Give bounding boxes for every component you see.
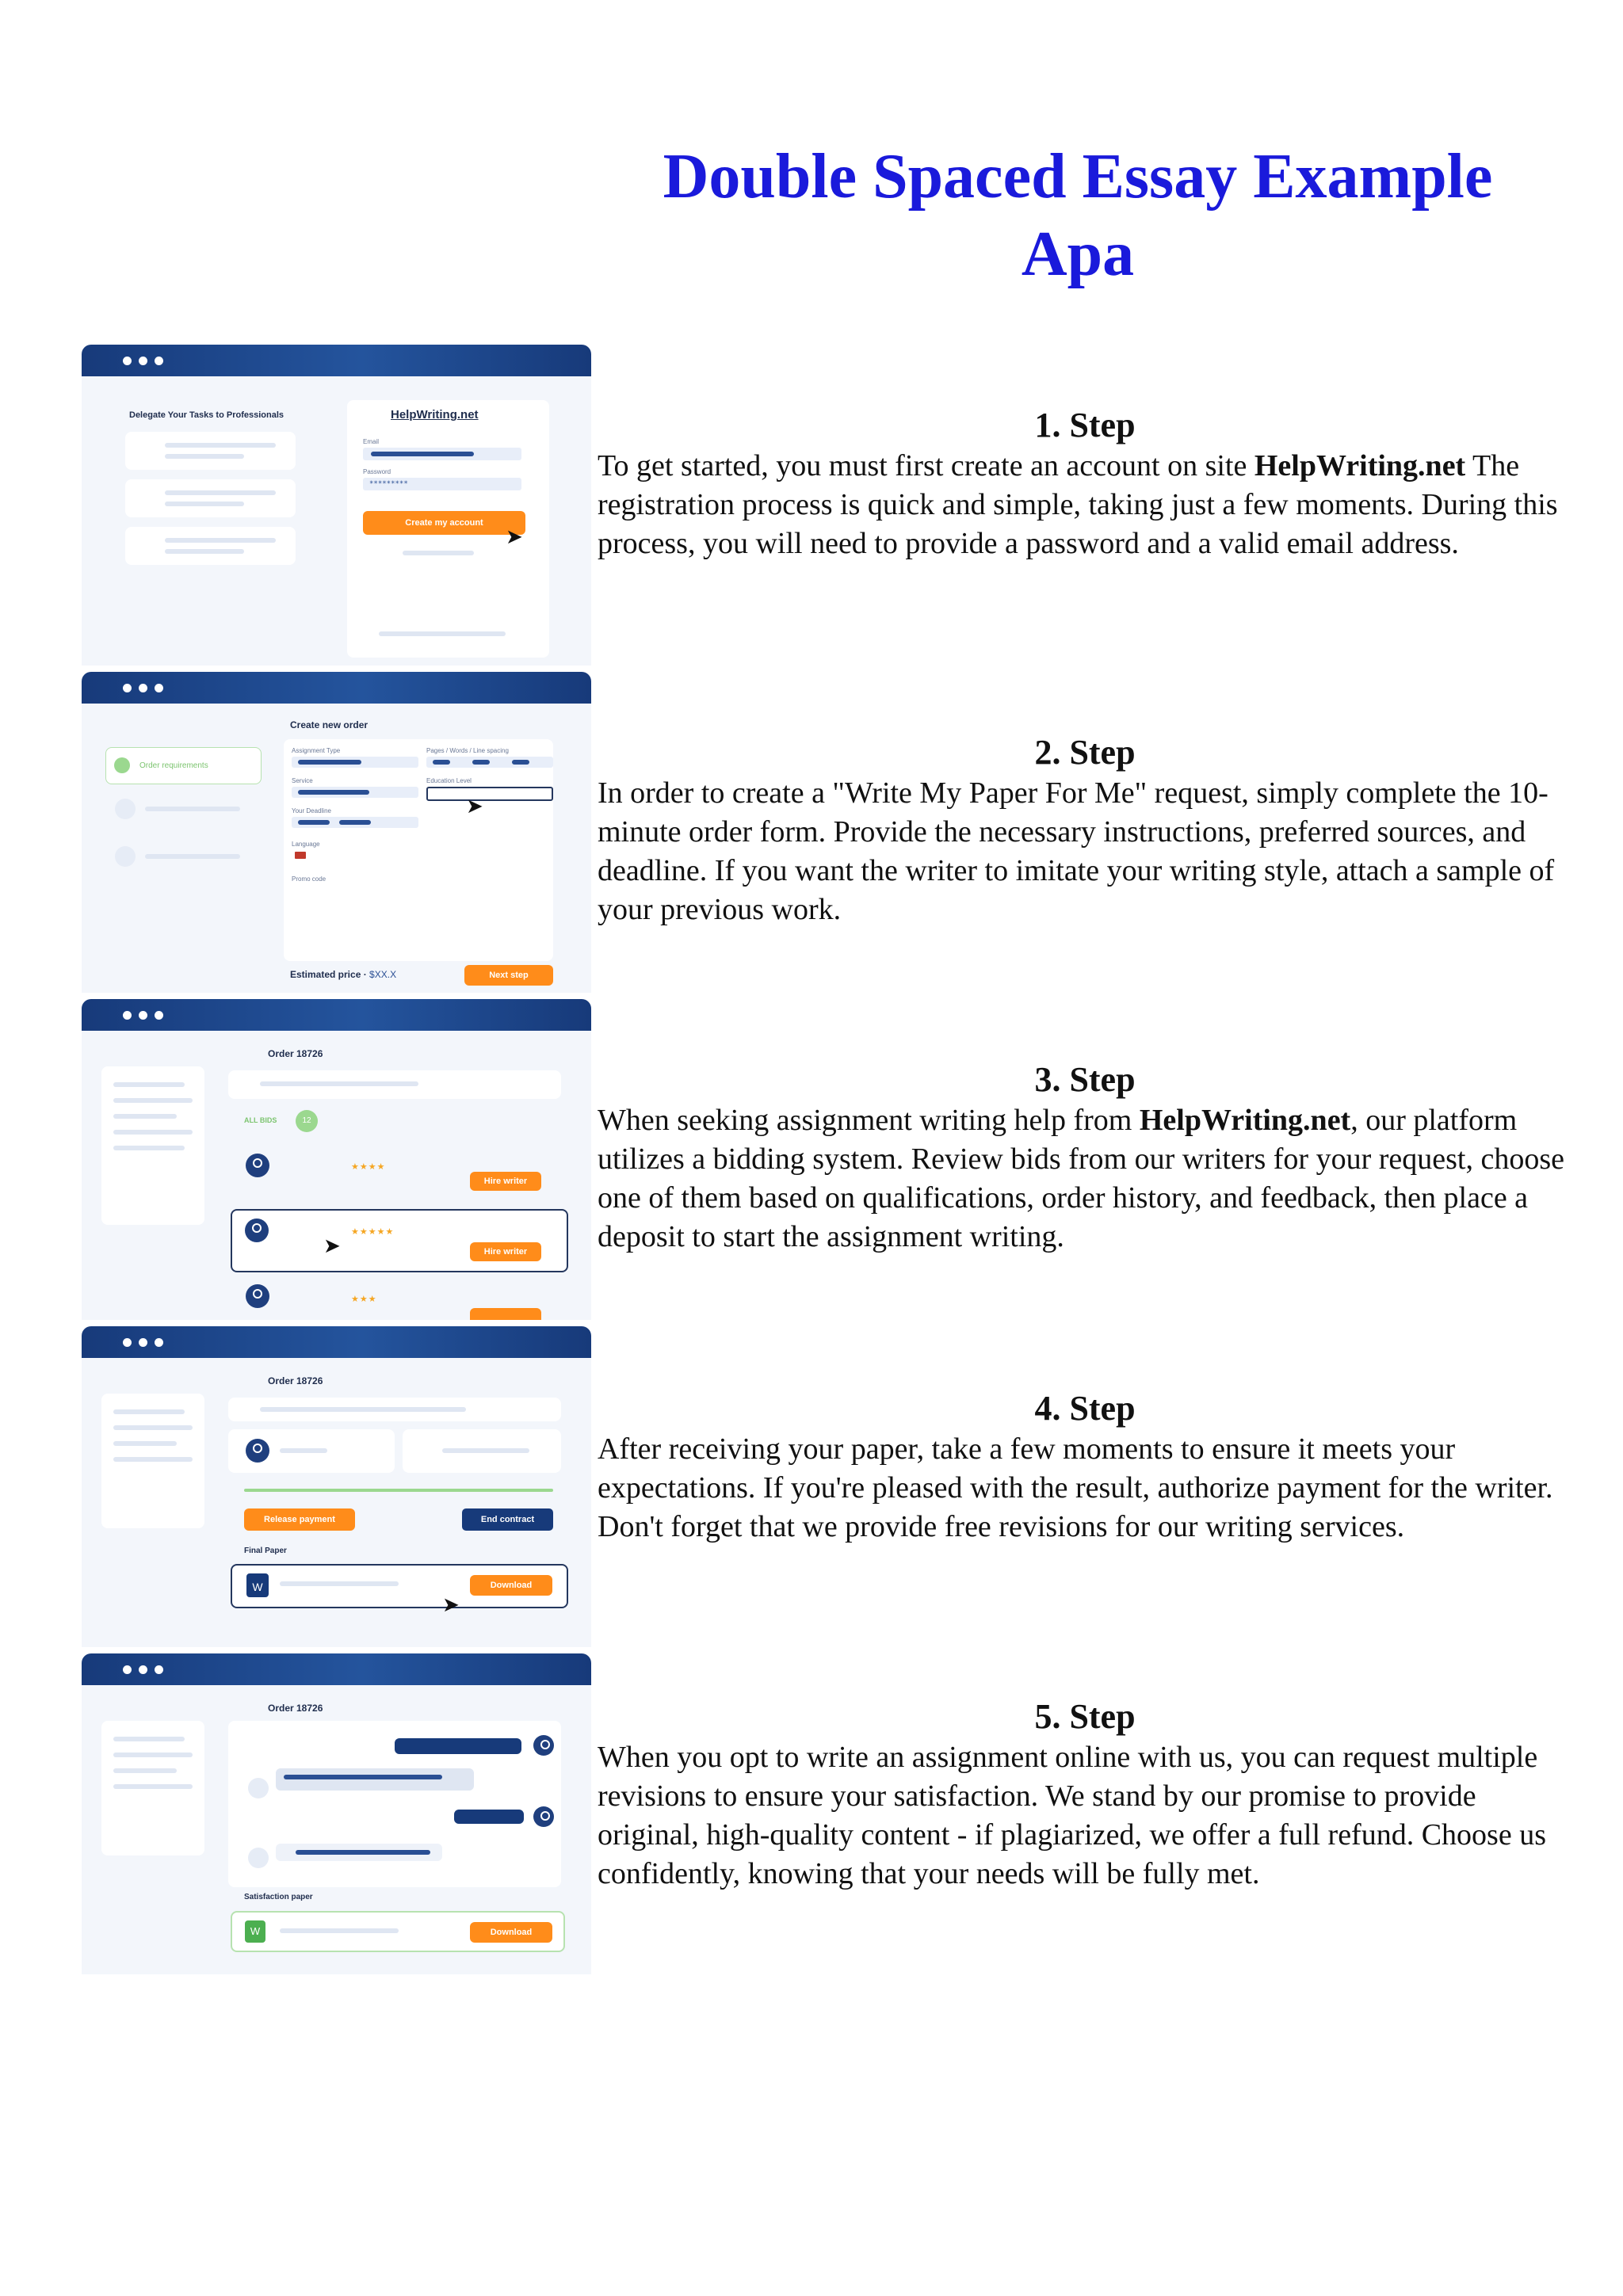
all-bids-label: ALL BIDS <box>244 1116 277 1124</box>
final-paper-label: Final Paper <box>244 1547 287 1555</box>
download-button[interactable]: Download <box>470 1575 552 1596</box>
document-title: Double Spaced Essay Example Apa <box>663 141 1493 289</box>
order-heading: Order 18726 <box>268 1048 323 1059</box>
order-summary <box>228 1070 561 1099</box>
bids-count-badge: 12 <box>296 1110 318 1132</box>
step-heading: 2. Step <box>1034 733 1136 772</box>
chat-bubble <box>454 1810 524 1824</box>
word-file-icon: W <box>246 1573 269 1597</box>
email-field[interactable] <box>363 448 521 460</box>
window-dot-icon <box>123 1011 132 1020</box>
step-heading: 4. Step <box>1034 1389 1136 1428</box>
step-text: In order to create a "Write My Paper For Me" request, simply complete the 10-minute order form. Provide the necessary instructions, preferred sources, and deadline. If you want the writer to imitate your writing style, attach a sample of your previous work. <box>598 776 1555 926</box>
rating-stars: ★★★ <box>351 1294 377 1304</box>
hire-writer-button[interactable] <box>470 1308 541 1320</box>
email-label: Email <box>363 438 380 445</box>
education-select[interactable] <box>426 787 553 801</box>
window-dot-icon <box>155 1011 163 1020</box>
delegate-heading: Delegate Your Tasks to Professionals <box>129 410 285 420</box>
window-dot-icon <box>123 684 132 692</box>
order-sidebar <box>101 1394 204 1528</box>
window-dot-icon <box>139 1011 147 1020</box>
order-sidebar <box>101 1721 204 1855</box>
service-select[interactable] <box>292 787 418 798</box>
satisfaction-paper-card[interactable] <box>231 1911 565 1952</box>
end-contract-button[interactable]: End contract <box>462 1508 553 1531</box>
window-title-bar <box>82 672 591 704</box>
flag-icon <box>295 852 306 859</box>
step-heading: 5. Step <box>1034 1697 1136 1736</box>
order-form-card: Assignment Type Pages / Words / Line spacing Service Education Level ➤ Your Deadline Language Promo code <box>284 739 553 961</box>
window-dot-icon <box>123 1665 132 1674</box>
window-dot-icon <box>123 1338 132 1347</box>
chat-bubble <box>276 1768 474 1791</box>
hire-writer-button[interactable]: Hire writer <box>470 1242 541 1261</box>
screenshot-revisions <box>82 1653 591 1974</box>
window-dot-icon <box>155 1665 163 1674</box>
window-dot-icon <box>139 357 147 365</box>
feature-card <box>125 479 296 517</box>
step-heading: 3. Step <box>1034 1060 1136 1099</box>
window-title-bar <box>82 345 591 376</box>
sidebar-item-order-requirements[interactable]: Order requirements <box>105 747 262 784</box>
rating-stars: ★★★★ <box>351 1161 386 1172</box>
screenshot-account-creation <box>82 345 591 666</box>
next-step-button[interactable]: Next step <box>464 965 553 986</box>
cursor-icon: ➤ <box>323 1234 341 1258</box>
step-text: When seeking assignment writing help from HelpWriting.net, our platform utilizes a bidding system. Review bids from our writers for your request, choose one of them based on qualifications, order history, and feedback, then place a deposit to start the assignment writing. <box>598 1104 1564 1253</box>
password-label: Password <box>363 468 391 475</box>
window-title-bar <box>82 1653 591 1685</box>
window-dot-icon <box>155 357 163 365</box>
writer-avatar <box>246 1439 269 1463</box>
selected-bid-card[interactable] <box>231 1209 568 1272</box>
cursor-icon: ➤ <box>442 1593 460 1617</box>
chat-bubble <box>395 1738 521 1754</box>
window-dot-icon <box>123 357 132 365</box>
hire-writer-button[interactable]: Hire writer <box>470 1172 541 1191</box>
order-sidebar <box>101 1066 204 1225</box>
screenshot-order-form <box>82 672 591 993</box>
signup-card <box>347 400 549 658</box>
writer-avatar <box>533 1735 554 1756</box>
order-summary <box>228 1398 561 1421</box>
window-dot-icon <box>139 684 147 692</box>
feature-card <box>125 527 296 565</box>
pages-input[interactable] <box>426 757 553 768</box>
writer-avatar <box>245 1219 269 1242</box>
feature-card <box>125 432 296 470</box>
step-2 <box>598 733 1572 929</box>
cursor-icon: ➤ <box>466 795 483 818</box>
check-icon <box>114 757 130 773</box>
screenshot-bidding <box>82 999 591 1320</box>
release-payment-button[interactable]: Release payment <box>244 1508 355 1531</box>
chat-panel <box>228 1721 561 1887</box>
writer-avatar <box>533 1806 554 1827</box>
form-heading: Create new order <box>290 719 369 730</box>
final-paper-card[interactable] <box>231 1564 568 1617</box>
step-4 <box>598 1389 1572 1547</box>
brand-link[interactable]: HelpWriting.net <box>1139 1104 1351 1137</box>
progress-bar <box>244 1489 553 1492</box>
step-heading: 1. Step <box>1034 406 1136 444</box>
window-dot-icon <box>139 1338 147 1347</box>
step-text: When you opt to write an assignment online with us, you can request multiple revisions to ensure your satisfaction. We stand by our promise to provide original, high-quality content - if plagiarized, we offer a full refund. Choose us confidently, knowing that your needs will be fully met. <box>598 1741 1546 1890</box>
window-dot-icon <box>155 1338 163 1347</box>
order-heading: Order 18726 <box>268 1375 323 1386</box>
window-title-bar <box>82 1326 591 1358</box>
cursor-icon: ➤ <box>506 525 523 549</box>
step-1 <box>598 406 1572 563</box>
create-account-button[interactable]: Create my account <box>363 511 525 535</box>
writer-avatar <box>246 1284 269 1308</box>
assignment-type-select[interactable] <box>292 757 418 768</box>
brand-logo: HelpWriting.net <box>391 408 479 421</box>
step-5 <box>598 1697 1572 1894</box>
step-3 <box>598 1060 1572 1257</box>
order-heading: Order 18726 <box>268 1703 323 1714</box>
window-dot-icon <box>139 1665 147 1674</box>
brand-link[interactable]: HelpWriting.net <box>1254 449 1466 482</box>
writer-card <box>228 1429 395 1473</box>
step-text: After receiving your paper, take a few moments to ensure it meets your expectations. If you're pleased with the result, authorize payment for the writer. Don't forget that we provide free revisions for our writing services. <box>598 1432 1553 1543</box>
download-button[interactable]: Download <box>470 1922 552 1943</box>
screenshot-release-payment <box>82 1326 591 1647</box>
word-file-icon: W <box>245 1920 265 1943</box>
window-dot-icon <box>155 684 163 692</box>
step-text: To get started, you must first create an account on site HelpWriting.net The registration process is quick and simple, taking just a few moments. During this process, you will need to provide a password and a valid email address. <box>598 449 1558 560</box>
rating-stars: ★★★★★ <box>351 1226 395 1237</box>
satisfaction-paper-label: Satisfaction paper <box>244 1893 313 1901</box>
file-card <box>403 1429 561 1473</box>
password-field[interactable]: ********* <box>363 478 521 490</box>
deadline-input[interactable] <box>292 817 418 828</box>
writer-avatar <box>246 1154 269 1177</box>
window-title-bar <box>82 999 591 1031</box>
estimated-price: Estimated price · $XX.X <box>290 969 397 980</box>
chat-bubble <box>276 1844 442 1861</box>
